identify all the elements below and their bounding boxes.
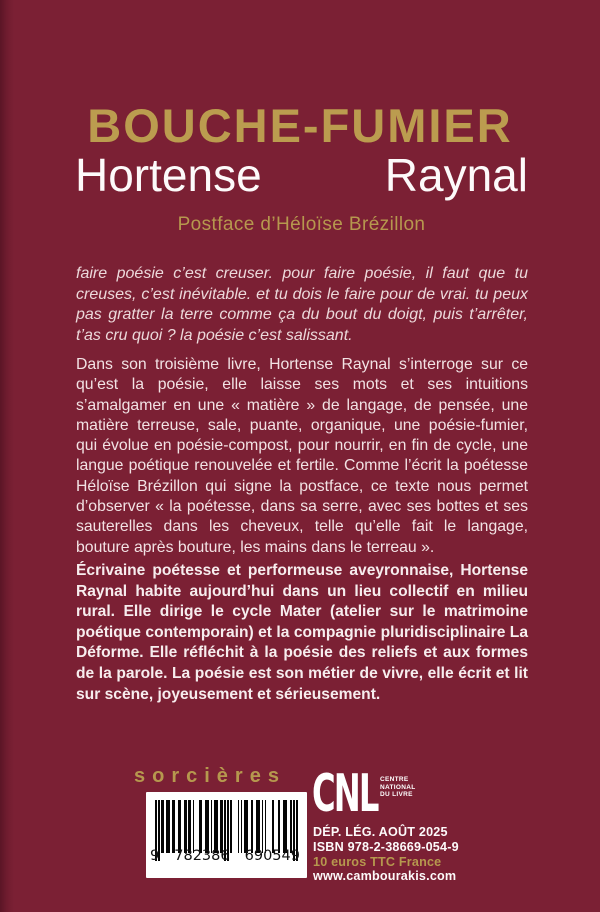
imprint xyxy=(313,825,459,884)
publisher-website: www.cambourakis.com xyxy=(313,869,457,884)
barcode-digit-group1: 782386 xyxy=(174,848,230,864)
cnl-acronym: CNL xyxy=(312,764,378,824)
barcode-digit-group2: 690549 xyxy=(244,848,300,864)
barcode-digits xyxy=(150,849,300,864)
spine-shadow xyxy=(0,0,14,912)
price: 10 euros TTC France xyxy=(313,854,442,869)
collection-name: sorcières xyxy=(134,765,286,787)
author-first-name: Hortense xyxy=(75,149,262,201)
author-last-name: Raynal xyxy=(384,149,528,201)
barcode xyxy=(146,792,307,878)
postface-credit: Postface d’Héloïse Brézillon xyxy=(177,214,426,235)
description-text: Dans son troisième livre, Hortense Raynal s’interroge sur ce qu’est la poésie, elle laisse ses mots et ses intuitions s’amalgamer en une « matière » de langage, de pensée, une matière terreuse, sale, puante, organique, une poésie-fumier, qui évolue en poésie-compost, pour nourrir, en fin de cycle, une langue poétique renouvelée et fertile. Comme l’écrit la poétesse Héloïse Brézillon qui signe la postface, ce texte nous permet d’observer « la poétesse, dans sa serre, avec ses bottes et ses sauterelles dans les cheveux, telle qu’elle fait le langage, bouture après bouture, les mains dans le terreau ». xyxy=(76,356,528,556)
cnl-caption-line3: DU LIVRE xyxy=(380,791,413,798)
cnl-logo xyxy=(312,764,422,824)
cnl-caption-line1: CENTRE xyxy=(380,776,409,783)
cnl-caption-line2: NATIONAL xyxy=(380,783,416,791)
bio-text: Écrivaine poétesse et performeuse aveyronnaise, Hortense Raynal habite aujourd’hui dans un lieu collectif en milieu rural. Elle dirige le cycle Mater (atelier sur le matrimoine poétique contemporain) et la compagnie pluridisciplinaire La Déforme. Elle réfléchit à la poésie des reliefs et aux formes de la parole. La poésie est son métier de vivre, elle écrit et lit sur scène, joyeusement et sérieusement. xyxy=(76,562,528,703)
author-name xyxy=(75,151,528,199)
book-title: BOUCHE-FUMIER xyxy=(87,99,513,152)
barcode-digit-prefix: 9 xyxy=(150,848,160,864)
excerpt-text: faire poésie c’est creuser. pour faire poésie, il faut que tu creuses, c’est inévitable. et tu dois le faire pour de vrai. tu peux pas gratter la terre comme ça du bout du doigt, puis t’arrêter, t’as cru quoi ? la poésie c’est salissant. xyxy=(76,265,528,344)
cnl-caption xyxy=(380,776,416,799)
deposit-legal: DÉP. LÉG. AOÛT 2025 xyxy=(313,825,448,839)
isbn: ISBN 978-2-38669-054-9 xyxy=(313,839,459,854)
